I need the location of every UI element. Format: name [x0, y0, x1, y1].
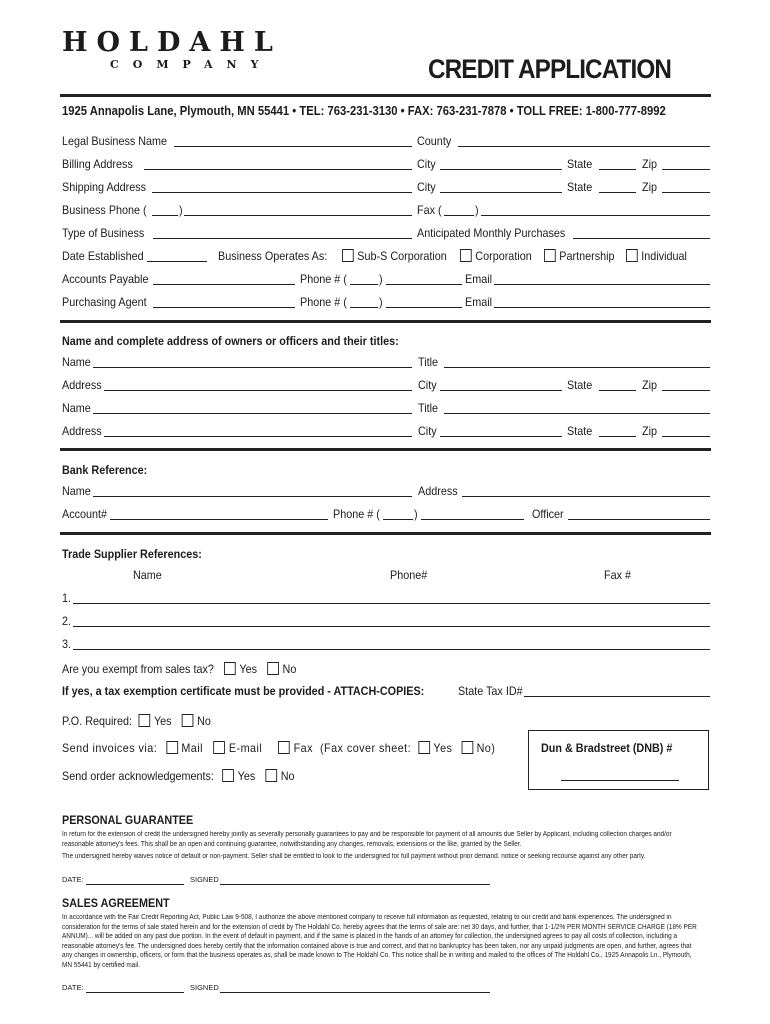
label-owner2-address: Address: [62, 424, 102, 438]
billing-address-field[interactable]: [144, 169, 412, 170]
section-rule: [60, 320, 711, 323]
trade-col-name: Name: [133, 568, 162, 582]
owner2-title-field[interactable]: [444, 413, 710, 414]
tax-yes-checkbox[interactable]: [224, 662, 236, 675]
pa-phone-field[interactable]: [386, 307, 462, 308]
fax-area-field[interactable]: [444, 215, 474, 216]
bank-heading: Bank Reference:: [62, 463, 148, 477]
label-shipping-city: City: [417, 180, 436, 194]
label-purchasing-agent: Purchasing Agent: [62, 295, 147, 309]
owner2-city-field[interactable]: [440, 436, 562, 437]
label-owner2-zip: Zip: [642, 424, 658, 438]
guarantee-heading: PERSONAL GUARANTEE: [62, 813, 194, 827]
bank-phone-field[interactable]: [421, 519, 524, 520]
sales-heading: SALES AGREEMENT: [62, 896, 170, 910]
logo-sub: COMPANY: [110, 58, 273, 71]
billing-zip-field[interactable]: [662, 169, 710, 170]
sales-signature-field[interactable]: [220, 992, 490, 993]
owner1-title-field[interactable]: [444, 367, 710, 368]
officer-field[interactable]: [568, 519, 710, 520]
invoice-mail-checkbox[interactable]: [166, 741, 178, 754]
ap-email-field[interactable]: [494, 284, 710, 285]
label-billing-state: State: [567, 157, 593, 171]
trade-row-2-field[interactable]: [73, 626, 710, 627]
label-bank-phone: Phone # (: [333, 507, 380, 521]
owner1-city-field[interactable]: [440, 390, 562, 391]
label-county: County: [417, 134, 452, 148]
state-tax-id-field[interactable]: [524, 696, 710, 697]
trade-row-number: 3.: [62, 637, 72, 651]
paren-close: ): [379, 295, 383, 309]
dnb-label: Dun & Bradstreet (DNB) #: [541, 741, 673, 755]
shipping-state-field[interactable]: [599, 192, 636, 193]
trade-col-fax: Fax #: [604, 568, 632, 582]
label-owner1-city: City: [418, 378, 437, 392]
trade-col-phone: Phone#: [390, 568, 428, 582]
label-ap-phone: Phone # (: [300, 272, 347, 286]
section-rule: [60, 532, 711, 535]
tax-exempt-question: Are you exempt from sales tax? Yes No: [62, 662, 297, 676]
county-field[interactable]: [458, 146, 710, 147]
sales-text: In accordance with the Fair Credit Reporting Act, Public Law 9-508, I authorize the above mentioned company to receive full information as requested, relating to our credit and bank experiences. The undersigned in consideration for the terms of sale stated herein and for the extension of credit by The Holdahl Co. hereby agrees that the terms of sale are: net 30 days, and further, that 1-1/2% PER MONTH SERVICE CHARGE (18% PER ANNUM)... will be added on any past due portion. In the event of default in payment, and if the same is placed in the hands of an attorney for collection, the undersigned agrees to pay all costs of collection, including a reasonable attorney’s fee. The undersigned does hereby certify that the information contained above is true and correct, and that no bankruptcy has been taken, nor any unpaid judgments are open, and further, agrees that any changes in ownership, officers, or form that the business operates as, shall be made known to The Holdahl Co. This notice shall be in writing and mailed to the offices of The Holdahl Co., 1925 Annapolis Ln., Plymouth, MN 55441 by certified mail.: [62, 914, 697, 969]
guarantee-date-label: DATE:: [62, 875, 84, 884]
type-of-business-field[interactable]: [153, 238, 412, 239]
label-legal-name: Legal Business Name: [62, 134, 168, 148]
shipping-zip-field[interactable]: [662, 192, 710, 193]
owner2-zip-field[interactable]: [662, 436, 710, 437]
label-officer: Officer: [532, 507, 564, 521]
label-shipping-address: Shipping Address: [62, 180, 147, 194]
label-owner1-name: Name: [62, 355, 91, 369]
label-billing-city: City: [417, 157, 436, 171]
label-billing-address: Billing Address: [62, 157, 133, 171]
guarantee-text: In return for the extension of credit the undersigned hereby jointly as severally personally guarantees to pay and be responsible for payment of all amounts due Seller by Applicant, including collection charges and/or reasonable attorney’s fees. This shall be an open and continuing guarantee, notwithstanding any changes, removals, extensions or the like, granted by the Seller.: [62, 831, 672, 848]
label-bank-name: Name: [62, 484, 91, 498]
po-yes-checkbox[interactable]: [139, 714, 151, 727]
send-invoices: Send invoices via: Mail E-mail Fax (Fax cover sheet: Yes No): [62, 741, 496, 755]
ap-phone-field[interactable]: [386, 284, 462, 285]
paren-close: ): [475, 203, 479, 217]
billing-city-field[interactable]: [440, 169, 562, 170]
guarantee-waiver-text: The undersigned hereby waives notice of default or non-payment. Seller shall be entitled to look to the undersigned for full payment without prior demand. notice or seeking recourse against any other party.: [62, 853, 646, 860]
company-logo: [62, 28, 282, 71]
trade-row-3-field[interactable]: [73, 649, 710, 650]
label-fax: Fax (: [417, 203, 442, 217]
po-required: P.O. Required: Yes No: [62, 714, 211, 728]
accounts-payable-field[interactable]: [153, 284, 295, 285]
dnb-box: [528, 730, 709, 790]
label-shipping-state: State: [567, 180, 593, 194]
option-subs-corporation[interactable]: Sub-S Corporation: [342, 249, 447, 263]
tax-cert-note: If yes, a tax exemption certificate must be provided - ATTACH-COPIES:: [62, 684, 425, 698]
paren-close: ): [414, 507, 418, 521]
label-owner2-name: Name: [62, 401, 91, 415]
invoice-fax-checkbox[interactable]: [278, 741, 290, 754]
ap-phone-area-field[interactable]: [350, 284, 378, 285]
label-ap-email: Email: [465, 272, 493, 286]
owner2-state-field[interactable]: [599, 436, 636, 437]
guarantee-signature-field[interactable]: [220, 884, 490, 885]
address-line: 1925 Annapolis Lane, Plymouth, MN 55441 • TEL: 763-231-3130 • FAX: 763-231-7878 • TOLL FREE: 1-800-777-8992: [62, 104, 666, 118]
label-owner1-address: Address: [62, 378, 102, 392]
label-business-phone: Business Phone (: [62, 203, 147, 217]
label-owner2-title: Title: [418, 401, 439, 415]
subs-checkbox[interactable]: [342, 249, 354, 262]
paren-close: ): [379, 272, 383, 286]
guarantee-date-field[interactable]: [86, 884, 184, 885]
sales-signed-label: SIGNED: [190, 983, 219, 992]
paren-close: ): [179, 203, 183, 217]
label-pa-email: Email: [465, 295, 493, 309]
business-phone-field[interactable]: [184, 215, 412, 216]
invoice-email-checkbox[interactable]: [214, 741, 226, 754]
shipping-city-field[interactable]: [440, 192, 562, 193]
label-owner1-state: State: [567, 378, 593, 392]
bank-name-field[interactable]: [93, 496, 412, 497]
business-phone-area-field[interactable]: [152, 215, 178, 216]
ack-yes-checkbox[interactable]: [222, 769, 234, 782]
ack-no-checkbox[interactable]: [265, 769, 277, 782]
billing-state-field[interactable]: [599, 169, 636, 170]
label-bank-address: Address: [418, 484, 458, 498]
label-pa-phone: Phone # (: [300, 295, 347, 309]
sales-date-label: DATE:: [62, 983, 84, 992]
label-anticipated-purchases: Anticipated Monthly Purchases: [417, 226, 566, 240]
logo-name: HOLDAHL: [62, 27, 282, 58]
label-owner1-title: Title: [418, 355, 439, 369]
trade-row-1-field[interactable]: [73, 603, 710, 604]
po-no-checkbox[interactable]: [182, 714, 194, 727]
label-type-of-business: Type of Business: [62, 226, 145, 240]
anticipated-purchases-field[interactable]: [573, 238, 710, 239]
option-partnership[interactable]: Partnership: [544, 249, 615, 263]
bank-phone-area-field[interactable]: [383, 519, 413, 520]
label-shipping-zip: Zip: [642, 180, 658, 194]
trade-row-number: 2.: [62, 614, 72, 628]
shipping-address-field[interactable]: [152, 192, 412, 193]
owners-heading: Name and complete address of owners or officers and their titles:: [62, 334, 399, 348]
owner1-address-field[interactable]: [104, 390, 412, 391]
fax-field[interactable]: [481, 215, 710, 216]
dnb-field[interactable]: [561, 780, 679, 781]
cover-sheet-no-checkbox[interactable]: [461, 741, 473, 754]
cover-sheet-yes-checkbox[interactable]: [418, 741, 430, 754]
send-acknowledgements: Send order acknowledgements: Yes No: [62, 769, 295, 783]
label-operates-as: Business Operates As:: [218, 249, 328, 263]
owner2-address-field[interactable]: [104, 436, 412, 437]
date-established-field[interactable]: [147, 261, 207, 262]
pa-email-field[interactable]: [494, 307, 710, 308]
label-date-established: Date Established: [62, 249, 144, 263]
header-rule: [60, 94, 711, 97]
trade-row-number: 1.: [62, 591, 72, 605]
legal-name-field[interactable]: [174, 146, 412, 147]
option-individual[interactable]: Individual: [626, 249, 687, 263]
label-owner1-zip: Zip: [642, 378, 658, 392]
owner1-zip-field[interactable]: [662, 390, 710, 391]
corporation-checkbox[interactable]: [460, 249, 472, 262]
individual-checkbox[interactable]: [626, 249, 638, 262]
label-state-tax-id: State Tax ID#: [458, 684, 523, 698]
tax-no-checkbox[interactable]: [267, 662, 279, 675]
pa-phone-area-field[interactable]: [350, 307, 378, 308]
account-field[interactable]: [110, 519, 328, 520]
label-owner2-city: City: [418, 424, 437, 438]
guarantee-signed-label: SIGNED: [190, 875, 219, 884]
label-owner2-state: State: [567, 424, 593, 438]
purchasing-agent-field[interactable]: [153, 307, 295, 308]
label-account: Account#: [62, 507, 108, 521]
owner2-name-field[interactable]: [93, 413, 412, 414]
owner1-state-field[interactable]: [599, 390, 636, 391]
section-rule: [60, 448, 711, 451]
bank-address-field[interactable]: [462, 496, 710, 497]
partnership-checkbox[interactable]: [544, 249, 556, 262]
sales-date-field[interactable]: [86, 992, 184, 993]
owner1-name-field[interactable]: [93, 367, 412, 368]
label-billing-zip: Zip: [642, 157, 658, 171]
label-accounts-payable: Accounts Payable: [62, 272, 149, 286]
trade-heading: Trade Supplier References:: [62, 547, 202, 561]
option-corporation[interactable]: Corporation: [460, 249, 532, 263]
doc-title: CREDIT APPLICATION: [428, 54, 671, 84]
